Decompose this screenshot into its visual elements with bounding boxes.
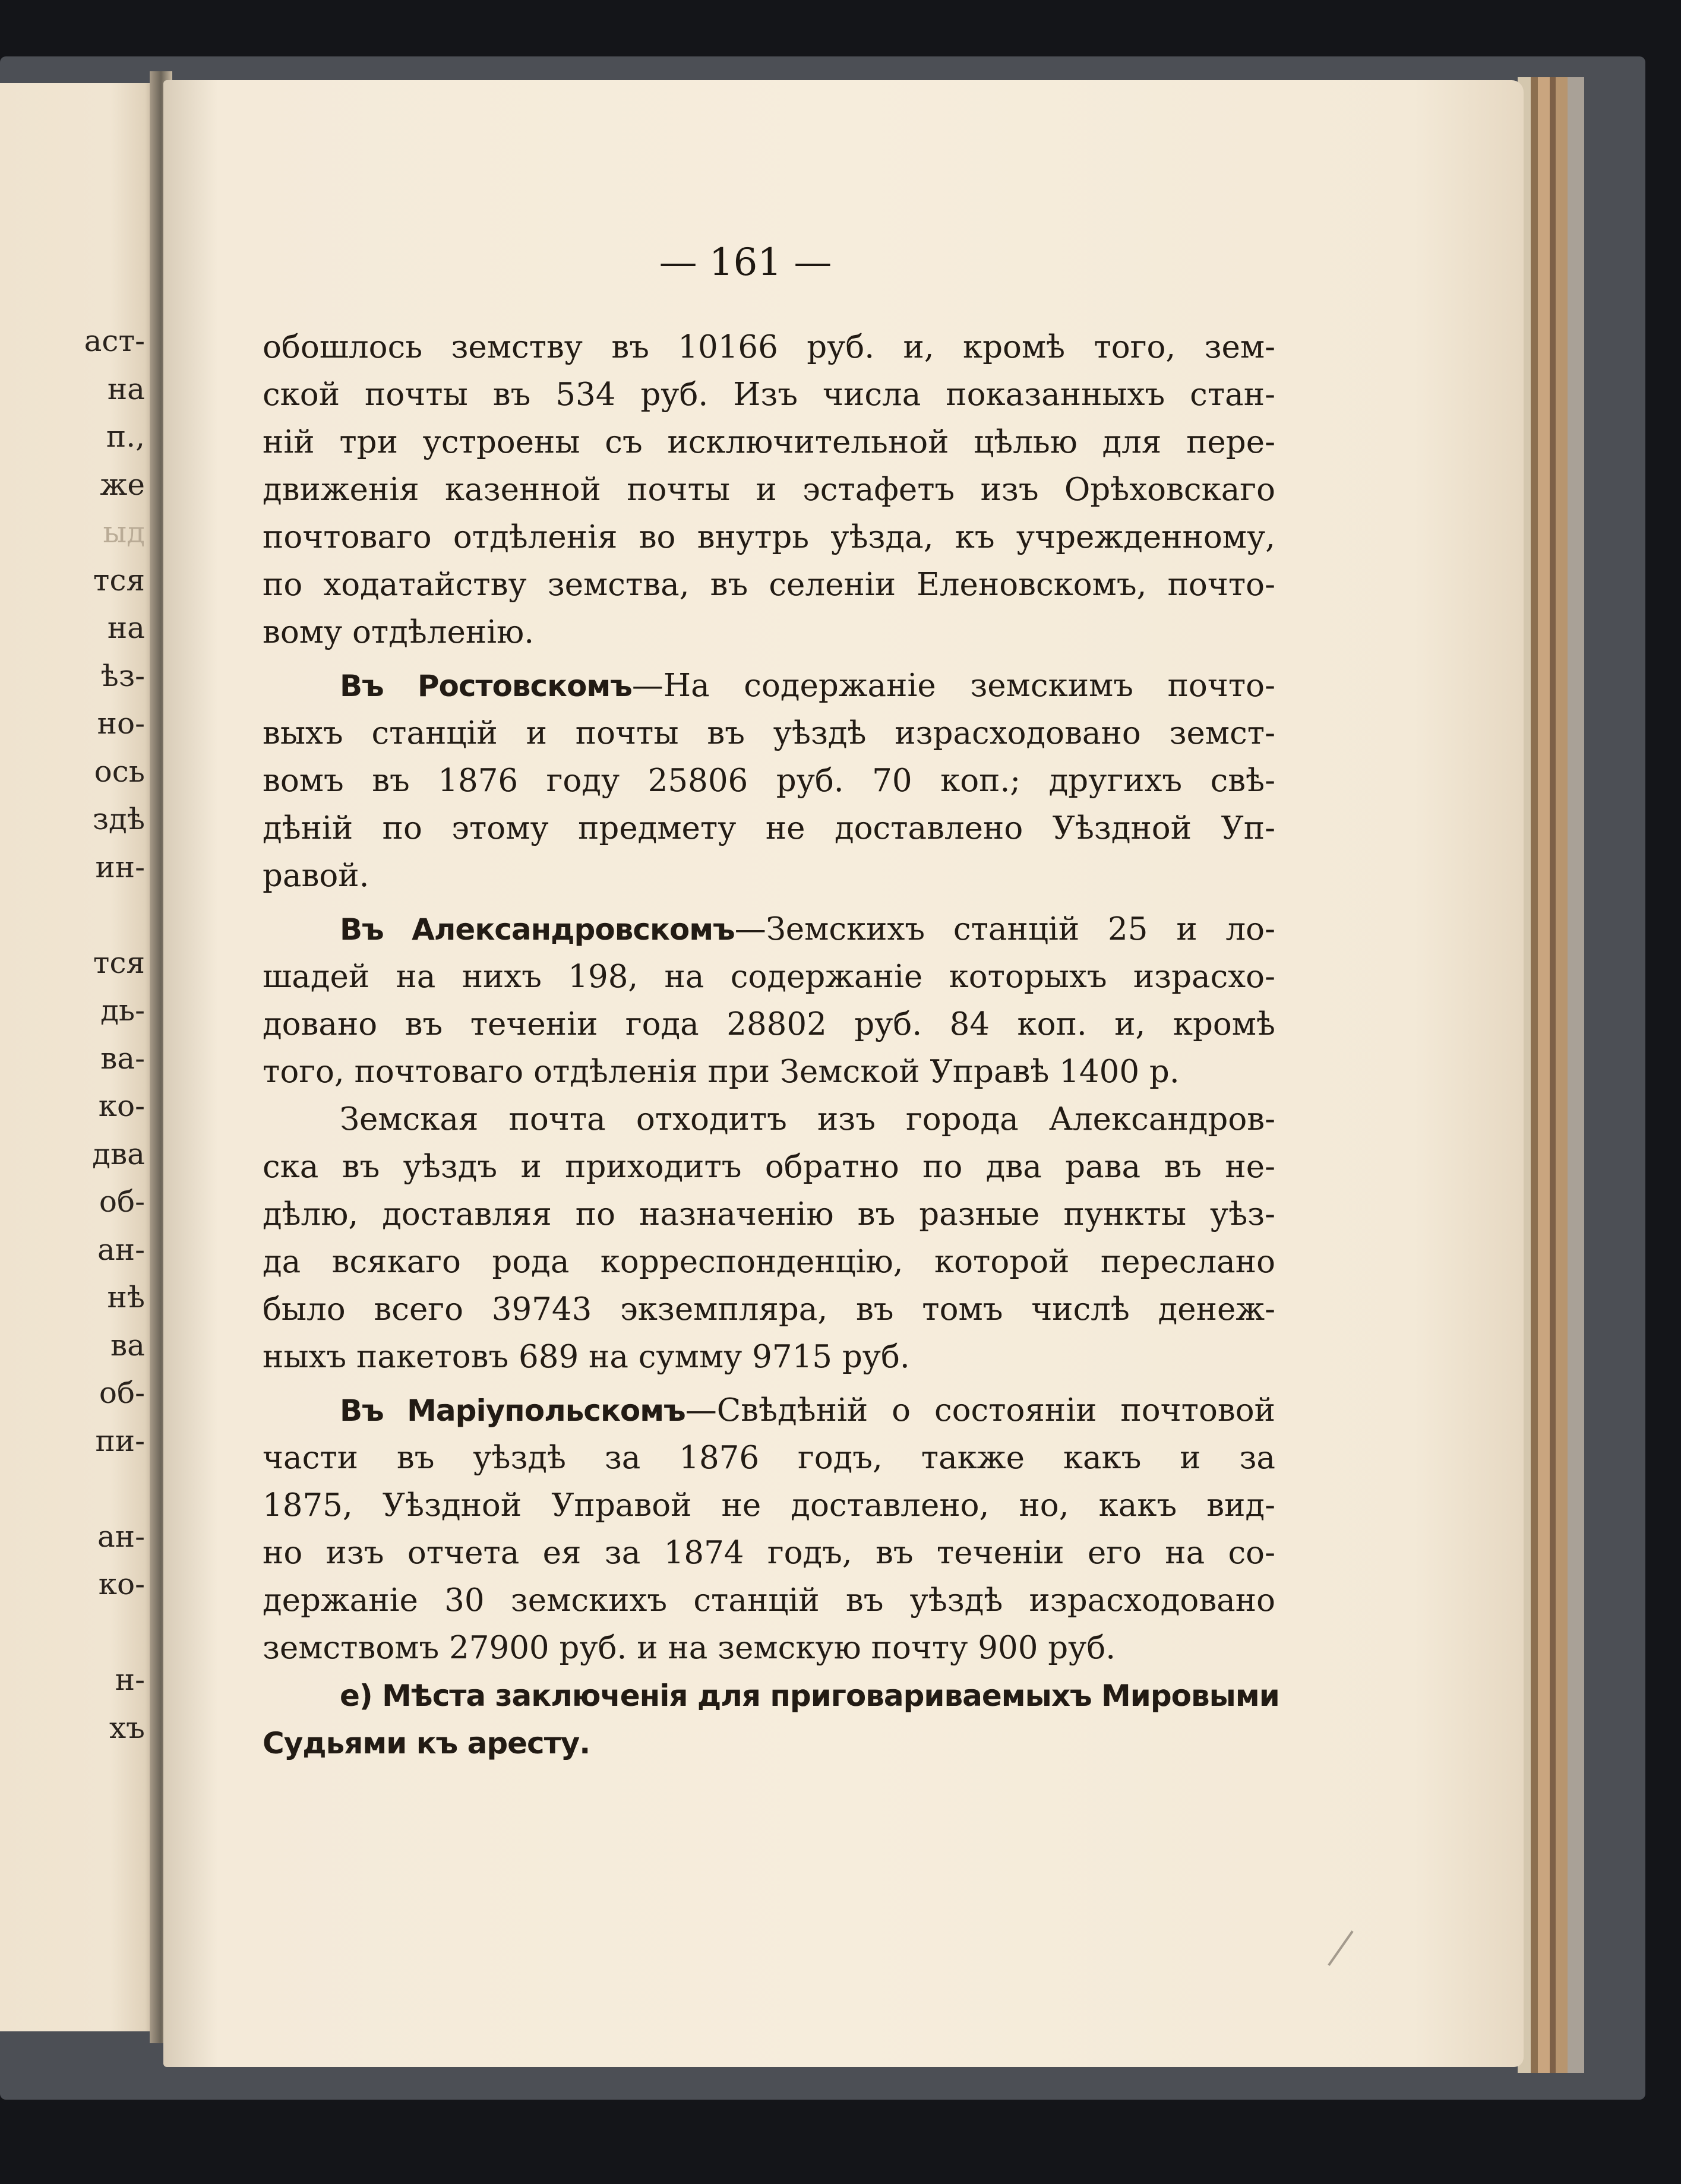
line-text: по ходатайству земства, въ селеніи Еленовскомъ, почто-: [263, 567, 1275, 603]
text-line: [263, 1482, 1275, 1529]
left-page-fragment: на: [107, 371, 145, 406]
line-text: —На содержаніе земскимъ почто-: [631, 668, 1275, 704]
text-line: [263, 324, 1275, 371]
line-text: ска въ уѣздъ и приходитъ обратно по два рава въ не-: [263, 1149, 1275, 1185]
page-edge: [1568, 77, 1584, 2073]
page-number: — 161 —: [659, 241, 832, 285]
left-page-fragment: пи-: [95, 1423, 145, 1458]
line-text: земствомъ 27900 руб. и на земскую почту 900 руб.: [263, 1630, 1116, 1666]
text-line: [263, 757, 1275, 805]
text-line: [263, 1286, 1275, 1333]
left-page-fragment: ко-: [98, 1089, 145, 1123]
text-line: [263, 466, 1275, 514]
line-text: довано въ теченіи года 28802 руб. 84 коп. и, кромѣ: [263, 1006, 1275, 1042]
section-lead: Въ Ростовскомъ: [340, 669, 632, 703]
line-text: части въ уѣздѣ за 1876 годъ, также какъ и за: [263, 1440, 1275, 1476]
left-page-fragment: ва-: [100, 1041, 145, 1076]
left-page-fragment: ось: [94, 754, 145, 789]
line-text: было всего 39743 экземпляра, въ томъ числѣ денеж-: [263, 1291, 1275, 1328]
left-page-fragment: тся: [93, 945, 145, 980]
text-line: [340, 1096, 1275, 1143]
line-text: выхъ станцій и почты въ уѣздѣ израсходовано земст-: [263, 715, 1275, 751]
left-page-fragment: ан-: [97, 1519, 145, 1554]
left-page-fragment: ва: [110, 1328, 145, 1363]
text-line: [263, 1529, 1275, 1577]
text-line: [263, 852, 1275, 900]
left-page-fragment: ан-: [97, 1232, 145, 1267]
text-line: [340, 1387, 1275, 1434]
left-page-fragment: но-: [97, 706, 145, 741]
text-line: [263, 1720, 1275, 1767]
text-line: [340, 1672, 1279, 1720]
text-line: [263, 1577, 1275, 1624]
text-line: [263, 805, 1275, 852]
left-page-fragment: п.,: [106, 419, 145, 454]
text-line: [263, 561, 1275, 609]
line-text: шадей на нихъ 198, на содержаніе которыхъ израсхо-: [263, 959, 1275, 995]
left-page-fragment: н-: [115, 1663, 145, 1697]
line-text: Земская почта отходитъ изъ города Александров-: [340, 1101, 1275, 1137]
left-page-fragment: ин-: [95, 849, 145, 884]
line-text: того, почтоваго отдѣленія при Земской Управѣ 1400 р.: [263, 1054, 1180, 1090]
text-line: [263, 1191, 1275, 1238]
text-line: [263, 1238, 1275, 1286]
page-edge: [1538, 77, 1550, 2073]
left-page-fragment: тся: [93, 562, 145, 598]
line-text: ній три устроены съ исключительной цѣлью для пере-: [263, 424, 1275, 460]
section-lead: Въ Маріупольскомъ: [340, 1393, 685, 1428]
section-lead: е) Мѣста заключенія для приговариваемыхъ Мировыми: [340, 1679, 1279, 1713]
text-line: [263, 953, 1275, 1001]
line-text: вому отдѣленію.: [263, 614, 535, 650]
line-text: дѣлю, доставляя по назначенію въ разные пункты уѣз-: [263, 1196, 1275, 1232]
left-page-fragment: об-: [99, 1376, 145, 1410]
page-edge: [1550, 77, 1556, 2073]
text-line: [263, 514, 1275, 561]
text-line: [263, 609, 1275, 656]
text-line: [340, 662, 1275, 710]
left-page-fragment: об-: [99, 1184, 145, 1219]
left-page-fragment: ко-: [98, 1567, 145, 1601]
text-line: [263, 1143, 1275, 1191]
page-edge: [1531, 77, 1538, 2073]
text-line: [263, 371, 1275, 419]
line-text: дѣній по этому предмету не доставлено Уѣздной Уп-: [263, 810, 1275, 846]
line-text: ныхъ пакетовъ 689 на сумму 9715 руб.: [263, 1339, 910, 1375]
line-text: держаніе 30 земскихъ станцій въ уѣздѣ израсходовано: [263, 1582, 1275, 1619]
line-text: движенія казенной почты и эстафетъ изъ Орѣховскаго: [263, 472, 1275, 508]
left-page-fragment: здѣ: [92, 802, 145, 836]
text-line: [263, 1048, 1275, 1096]
left-page-fragment: ыд: [103, 515, 145, 549]
line-text: вомъ въ 1876 году 25806 руб. 70 коп.; другихъ свѣ-: [263, 763, 1275, 799]
page-edge: [1556, 77, 1568, 2073]
line-text: обошлось земству въ 10166 руб. и, кромѣ того, зем-: [263, 329, 1275, 365]
left-page-fragment: нѣ: [107, 1280, 145, 1314]
line-text: почтоваго отдѣленія во внутрь уѣзда, къ учрежденному,: [263, 519, 1275, 555]
left-page-fragment: хъ: [109, 1710, 145, 1745]
line-text: да всякаго рода корреспонденцію, которой переслано: [263, 1244, 1275, 1280]
line-text: ской почты въ 534 руб. Изъ числа показанныхъ стан-: [263, 377, 1275, 413]
section-lead: Въ Александровскомъ: [340, 912, 735, 947]
text-line: [263, 419, 1275, 466]
text-line: [263, 1624, 1275, 1672]
line-text: —Земскихъ станцій 25 и ло-: [734, 911, 1275, 947]
line-text: равой.: [263, 858, 369, 894]
text-line: [340, 906, 1275, 953]
text-line: [263, 1434, 1275, 1482]
line-text: —Свѣдѣній о состояніи почтовой: [685, 1392, 1275, 1428]
text-line: [263, 710, 1275, 757]
left-page-fragment: ѣз-: [100, 658, 145, 693]
section-lead: Судьями къ аресту.: [263, 1726, 590, 1761]
left-page-fragment: на: [107, 611, 145, 645]
line-text: но изъ отчета ея за 1874 годъ, въ теченіи его на со-: [263, 1535, 1275, 1571]
text-line: [263, 1001, 1275, 1048]
text-line: [263, 1333, 1275, 1381]
left-page-fragment: аст-: [84, 324, 145, 358]
left-page-fragment: же: [100, 467, 145, 502]
left-page-fragment: дь-: [100, 993, 145, 1028]
left-page-fragment: два: [92, 1136, 145, 1171]
line-text: 1875, Уѣздной Управой не доставлено, но, какъ вид-: [263, 1487, 1275, 1524]
